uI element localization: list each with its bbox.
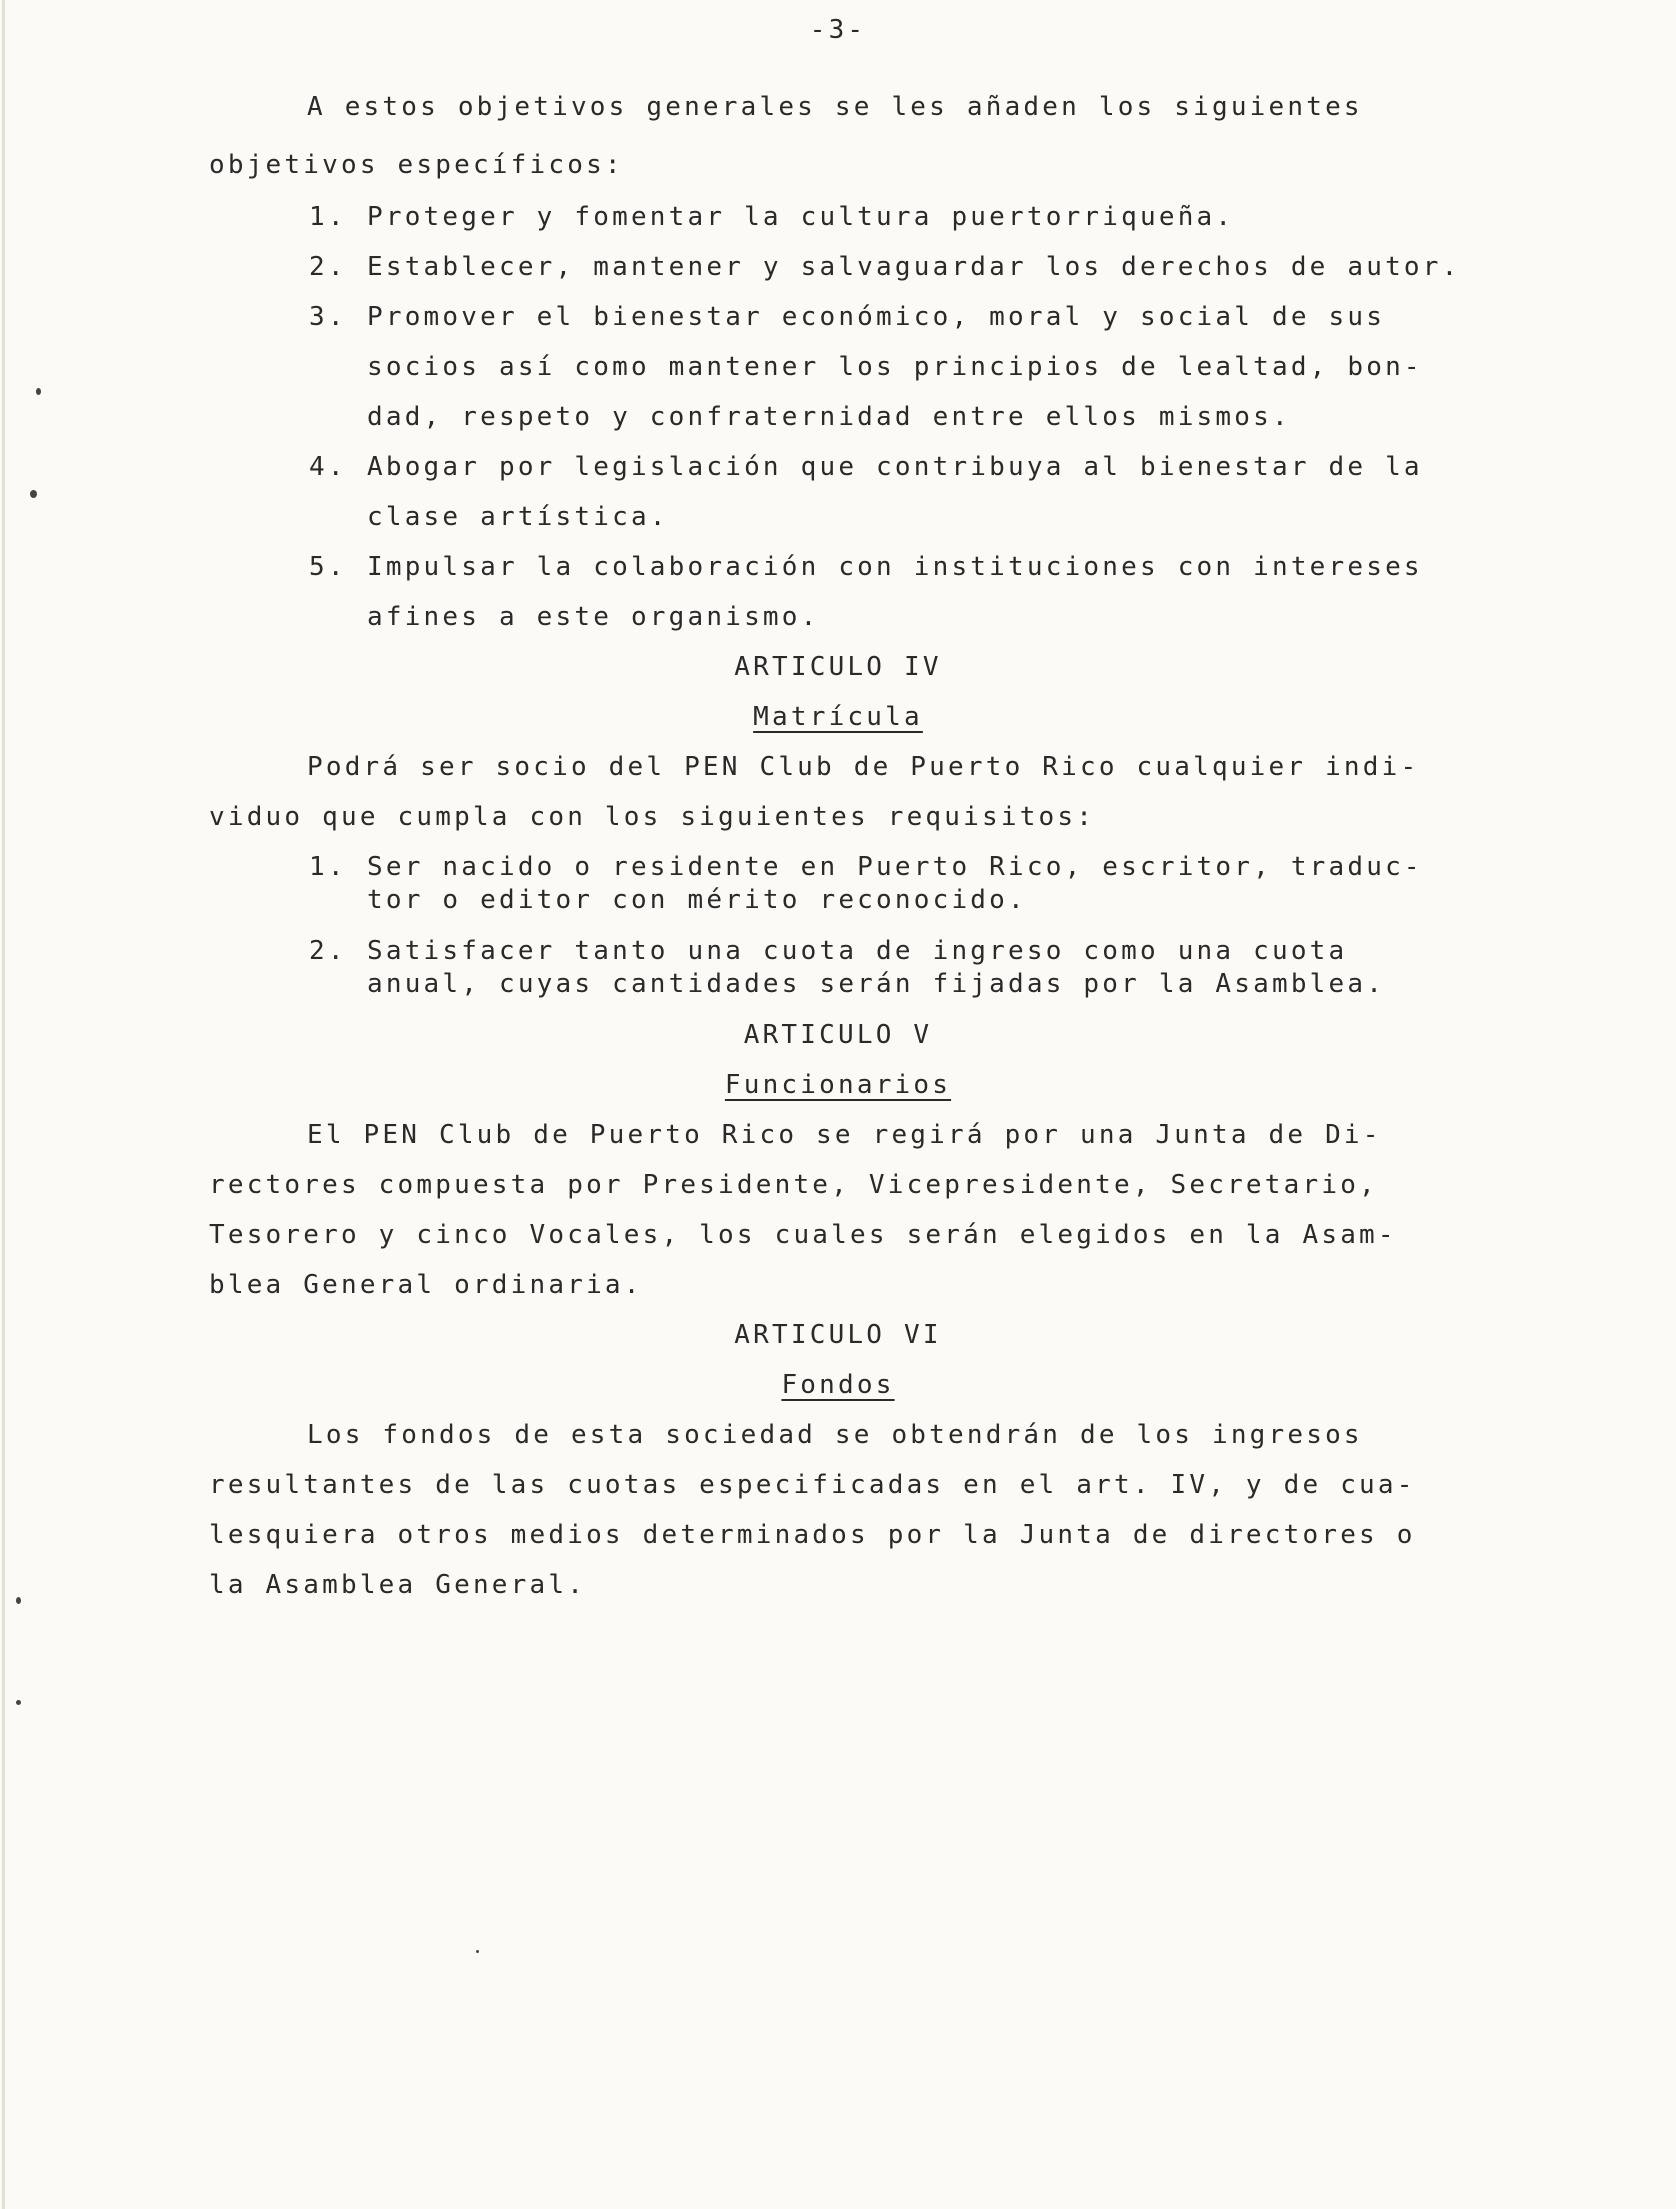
objective-1-number: 1. (309, 202, 347, 232)
article-6-para-line-1: Los fondos de esta sociedad se obtendrán de los ingresos (307, 1420, 1363, 1450)
requirement-2-number: 2. (309, 936, 347, 966)
scan-speck (30, 490, 37, 498)
scan-speck (16, 1700, 21, 1705)
objective-2-number: 2. (309, 252, 347, 282)
objective-5-line-1: Impulsar la colaboración con instituciones con intereses (367, 552, 1423, 582)
article-6-para-line-2: resultantes de las cuotas especificadas en el art. IV, y de cua- (209, 1470, 1416, 1500)
requirement-1-number: 1. (309, 852, 347, 882)
article-6-para-line-3: lesquiera otros medios determinados por la Junta de directores o (209, 1520, 1416, 1550)
requirement-1-line-1: Ser nacido o residente en Puerto Rico, escritor, traduc- (367, 852, 1423, 882)
objective-3-number: 3. (309, 302, 347, 332)
article-5-subheading (0, 1069, 1676, 1101)
article-4-heading: ARTICULO IV (734, 652, 942, 682)
article-4-para-line-2: viduo que cumpla con los siguientes requisitos: (209, 802, 1096, 832)
requirement-1-line-2: tor o editor con mérito reconocido. (367, 885, 1027, 915)
article-4-subheading-text: Matrícula (753, 702, 923, 732)
article-5-para-line-2: rectores compuesta por Presidente, Vicepresidente, Secretario, (209, 1170, 1378, 1200)
article-5-para-line-4: blea General ordinaria. (209, 1270, 643, 1300)
requirement-2-line-1: Satisfacer tanto una cuota de ingreso como una cuota (367, 936, 1348, 966)
article-5-para-line-1: El PEN Club de Puerto Rico se regirá por una Junta de Di- (307, 1120, 1382, 1150)
objective-4-line-1: Abogar por legislación que contribuya al bienestar de la (367, 452, 1423, 482)
article-4-para-line-1: Podrá ser socio del PEN Club de Puerto Rico cualquier indi- (307, 752, 1420, 782)
scan-speck (476, 1950, 479, 1953)
article-5-para-line-3: Tesorero y cinco Vocales, los cuales serán elegidos en la Asam- (209, 1220, 1397, 1250)
intro-line-2: objetivos específicos: (209, 150, 624, 180)
objective-3-line-1: Promover el bienestar económico, moral y social de sus (367, 302, 1386, 332)
article-6-subheading (0, 1369, 1676, 1401)
objective-5-number: 5. (309, 552, 347, 582)
article-5-heading: ARTICULO V (743, 1020, 933, 1050)
requirement-2-line-2: anual, cuyas cantidades serán fijadas por la Asamblea. (367, 969, 1386, 999)
scan-speck (16, 1597, 21, 1604)
page-number: -3- (809, 15, 867, 45)
intro-line-1: A estos objetivos generales se les añaden los siguientes (307, 92, 1363, 122)
objective-3-line-2: socios así como mantener los principios de lealtad, bon- (367, 352, 1423, 382)
objective-4-number: 4. (309, 452, 347, 482)
article-6-subheading-text: Fondos (781, 1370, 895, 1400)
article-6-para-line-4: la Asamblea General. (209, 1570, 587, 1600)
objective-4-line-2: clase artística. (367, 502, 669, 532)
objective-3-line-3: dad, respeto y confraternidad entre ellos mismos. (367, 402, 1291, 432)
article-4-subheading (0, 701, 1676, 733)
objective-1-text: Proteger y fomentar la cultura puertorriqueña. (367, 202, 1235, 232)
objective-5-line-2: afines a este organismo. (367, 602, 820, 632)
article-6-heading: ARTICULO VI (734, 1320, 942, 1350)
page-edge-shadow (2, 0, 5, 2209)
objective-2-text: Establecer, mantener y salvaguardar los derechos de autor. (367, 252, 1461, 282)
article-5-subheading-text: Funcionarios (724, 1070, 952, 1100)
scan-speck (36, 388, 41, 395)
